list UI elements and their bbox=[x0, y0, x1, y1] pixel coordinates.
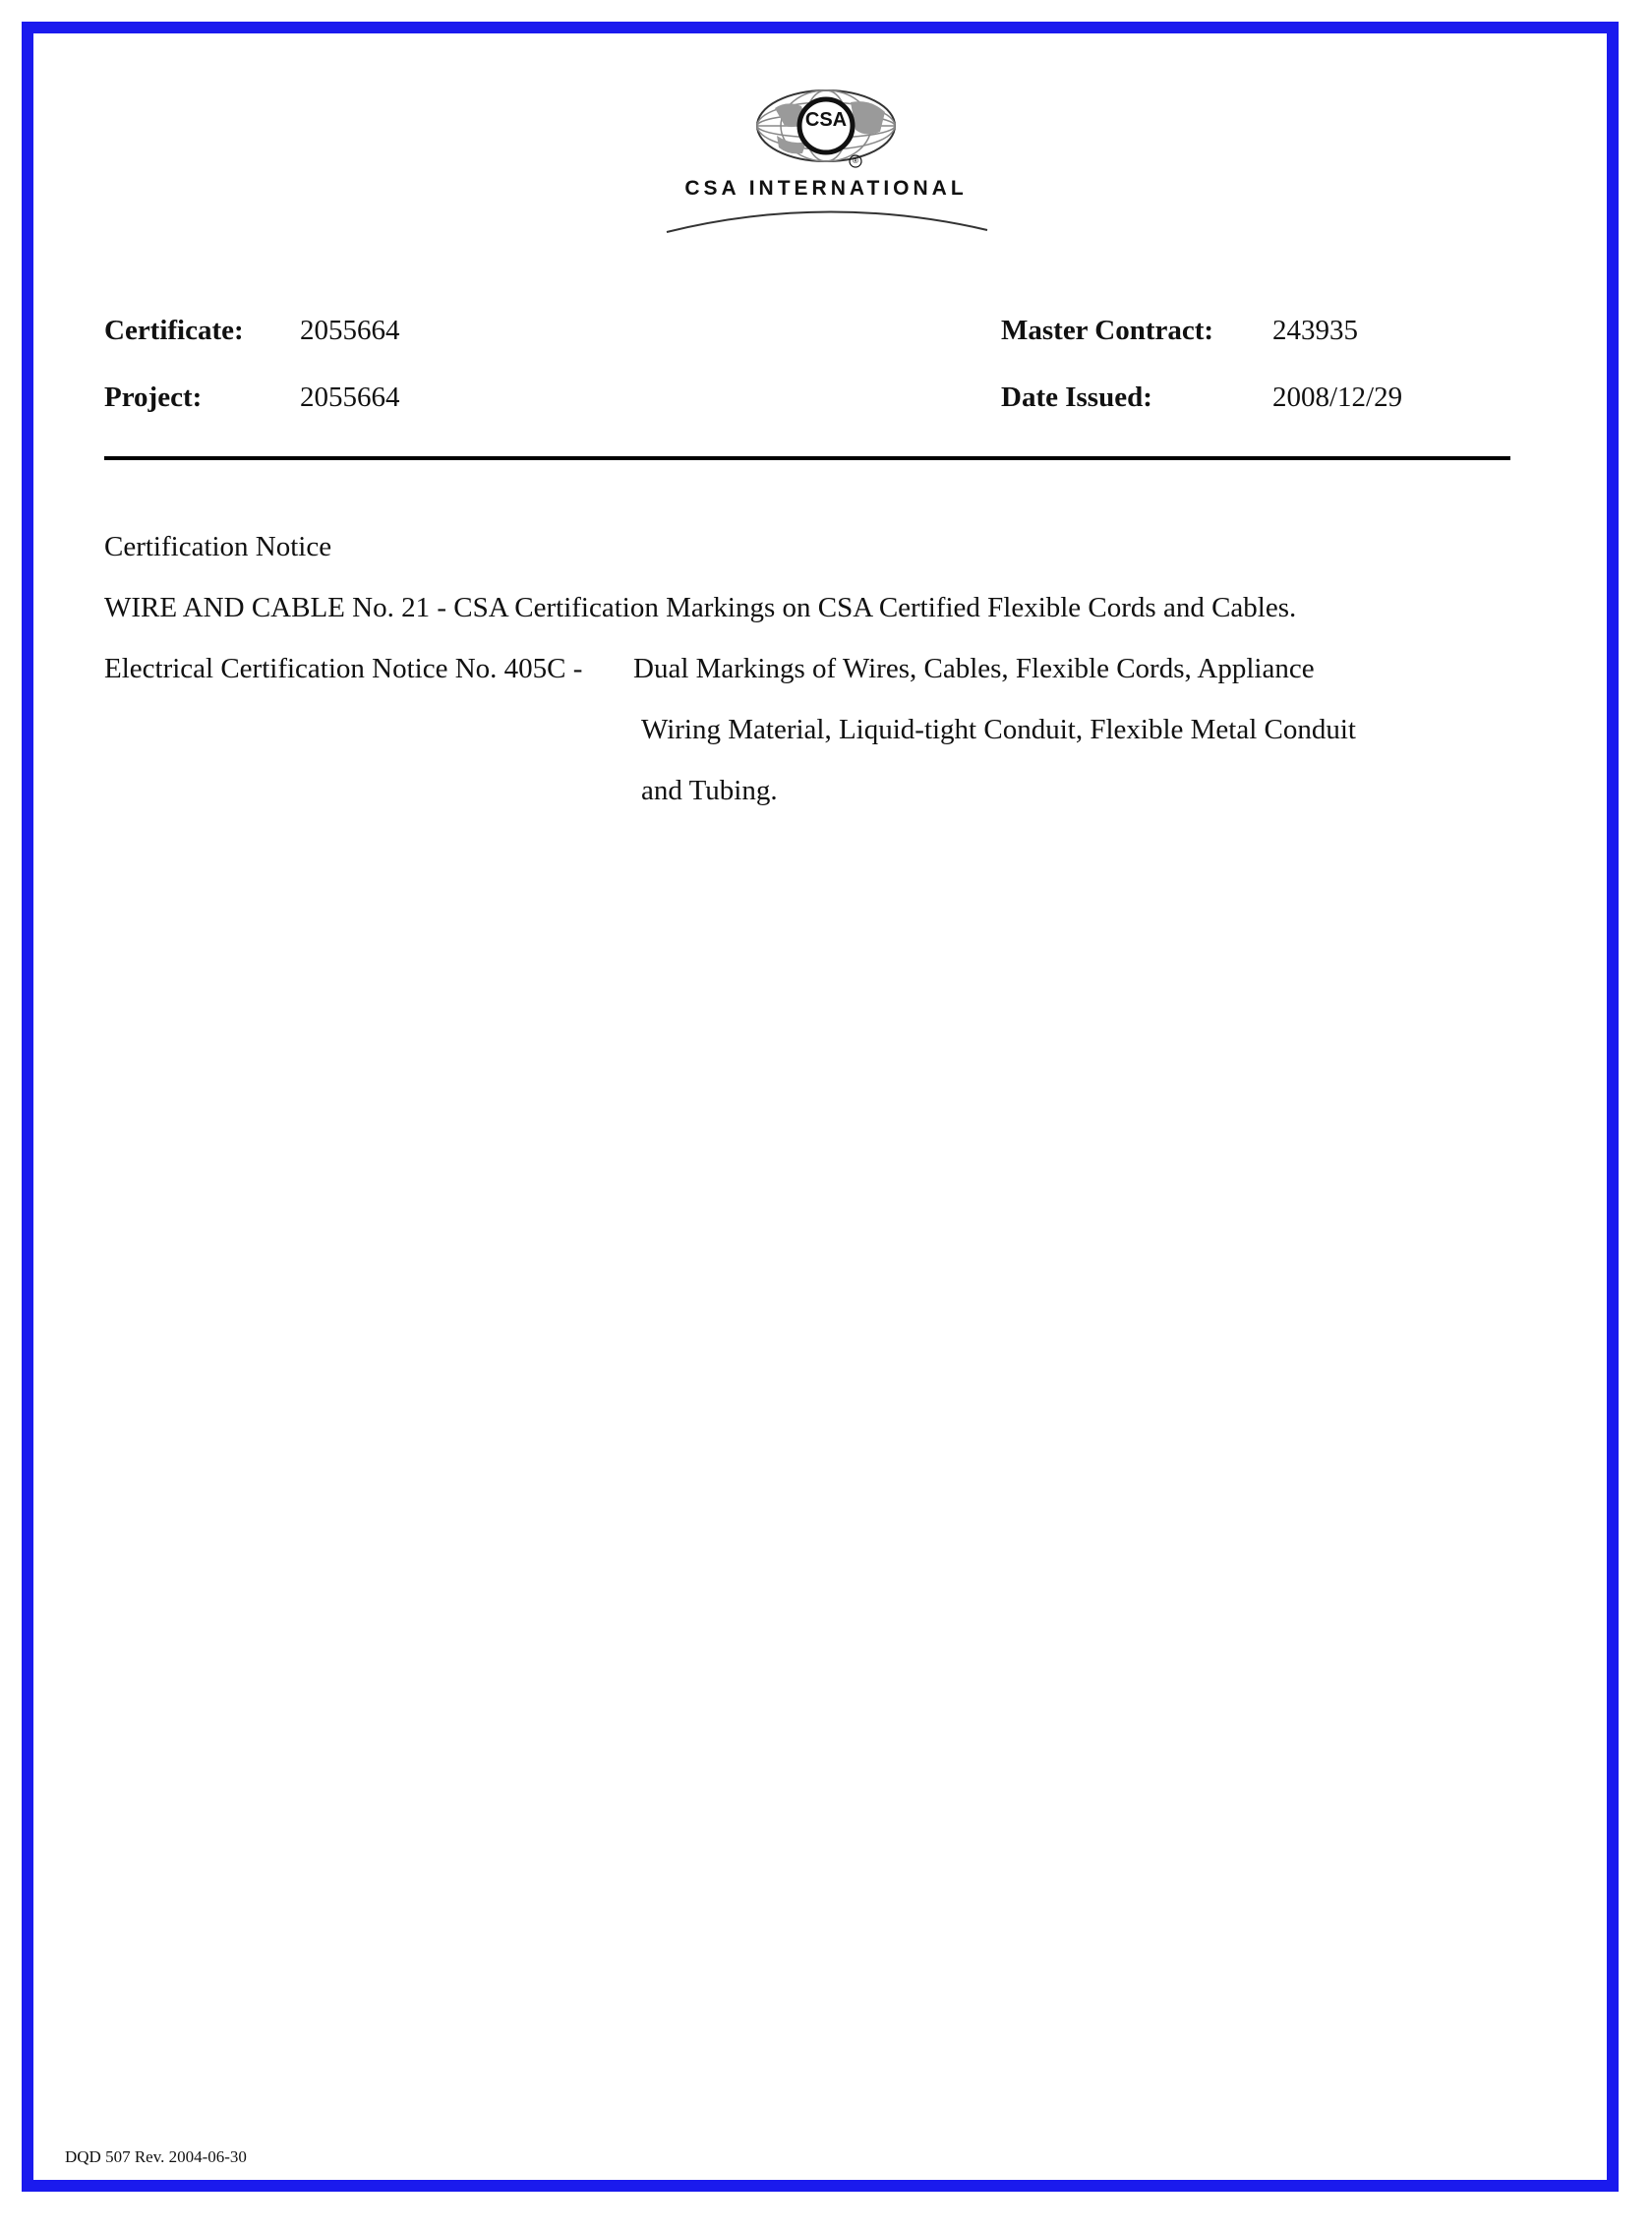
certificate-label: Certificate: bbox=[104, 315, 244, 346]
electrical-notice-line-3: and Tubing. bbox=[641, 775, 778, 806]
certificate-value: 2055664 bbox=[300, 315, 400, 346]
electrical-notice-ref: Electrical Certification Notice No. 405C - bbox=[104, 653, 583, 684]
form-revision: DQD 507 Rev. 2004-06-30 bbox=[65, 2147, 247, 2166]
master-contract-label: Master Contract: bbox=[1001, 315, 1214, 346]
csa-logo bbox=[659, 87, 993, 244]
project-value: 2055664 bbox=[300, 382, 400, 413]
project-label: Project: bbox=[104, 382, 203, 413]
electrical-notice-line-2: Wiring Material, Liquid-tight Conduit, Flexible Metal Conduit bbox=[641, 714, 1356, 745]
csa-international-wordmark: CSA INTERNATIONAL bbox=[684, 177, 968, 200]
electrical-notice-line-1: Dual Markings of Wires, Cables, Flexible Cords, Appliance bbox=[633, 653, 1315, 684]
date-issued-label: Date Issued: bbox=[1001, 382, 1152, 413]
registered-mark: ® bbox=[853, 156, 858, 165]
master-contract-value: 243935 bbox=[1272, 315, 1358, 346]
csa-emblem-letters: CSA bbox=[804, 109, 848, 131]
page-border-inner bbox=[30, 29, 1615, 2190]
header-divider bbox=[104, 456, 1510, 460]
date-issued-value: 2008/12/29 bbox=[1272, 382, 1403, 413]
wire-cable-notice: WIRE AND CABLE No. 21 - CSA Certification Markings on CSA Certified Flexible Cords and Cables. bbox=[104, 592, 1297, 623]
notice-title: Certification Notice bbox=[104, 531, 332, 562]
